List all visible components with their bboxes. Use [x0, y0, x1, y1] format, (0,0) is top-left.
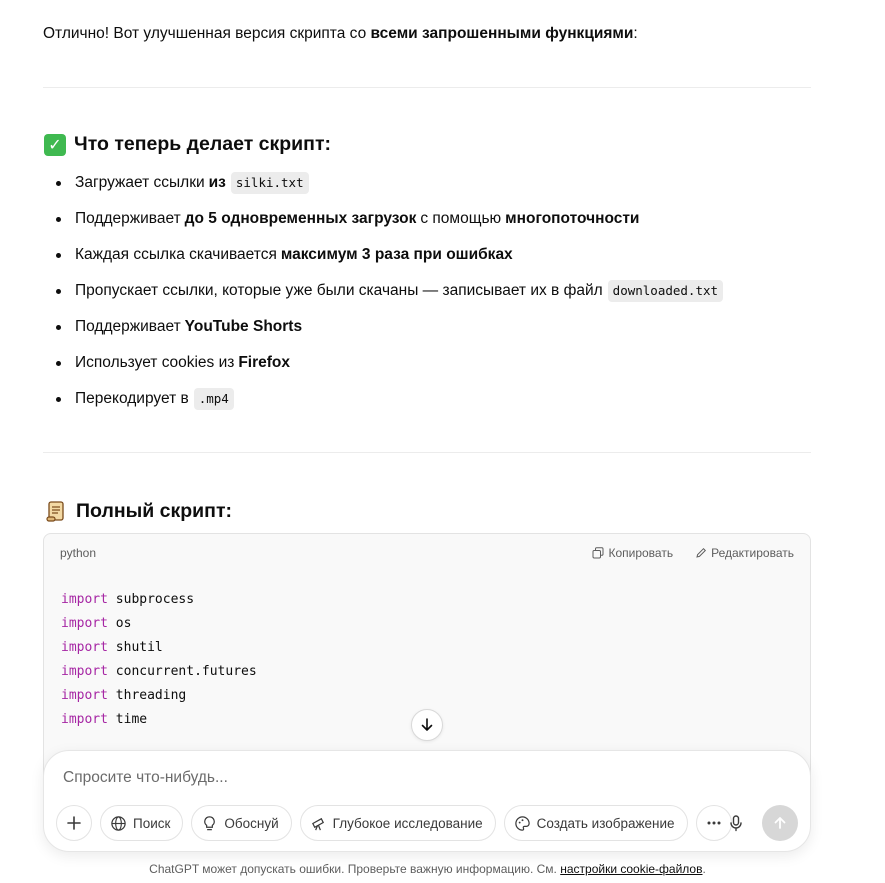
inline-code: silki.txt: [231, 172, 309, 194]
copy-button[interactable]: Копировать: [592, 546, 673, 560]
deep-research-button[interactable]: Глубокое исследование: [300, 805, 496, 841]
features-list: [43, 171, 723, 423]
edit-button[interactable]: Редактировать: [695, 546, 794, 560]
send-button[interactable]: [762, 805, 798, 841]
lightbulb-icon: [201, 815, 218, 832]
section-title: Что теперь делает скрипт:: [74, 133, 331, 155]
code-line: import threading: [61, 688, 187, 703]
code-line: import concurrent.futures: [61, 664, 257, 679]
code-line: import time: [61, 712, 148, 727]
code-language: python: [60, 546, 97, 560]
scroll-icon: [44, 499, 68, 523]
code-content: [44, 572, 810, 732]
plus-icon: [65, 814, 83, 832]
list-item: Перекодирует в .mp4: [43, 387, 723, 423]
telescope-icon: [310, 815, 327, 832]
scroll-to-bottom-button[interactable]: [411, 709, 443, 741]
intro-colon: :: [633, 25, 638, 42]
search-button[interactable]: Поиск: [100, 805, 183, 841]
dictate-button[interactable]: [718, 805, 754, 841]
inline-code: .mp4: [194, 388, 234, 410]
list-item: Поддерживает до 5 одновременных загрузок с помощью многопоточности: [43, 207, 723, 243]
section-heading-script: [44, 499, 232, 523]
palette-icon: [514, 815, 531, 832]
pencil-icon: [695, 547, 707, 559]
code-line: import subprocess: [61, 592, 195, 607]
create-image-button[interactable]: Создать изображение: [504, 805, 688, 841]
reason-button[interactable]: Обоснуй: [191, 805, 291, 841]
code-line: import os: [61, 616, 132, 631]
code-line: import shutil: [61, 640, 163, 655]
cookie-settings-link[interactable]: настройки cookie-файлов: [560, 862, 703, 876]
arrow-up-icon: [772, 815, 788, 831]
assistant-intro: [43, 22, 811, 46]
composer: [43, 750, 811, 852]
divider: [43, 452, 811, 453]
section-title: Полный скрипт:: [76, 499, 232, 522]
disclaimer-footer: ChatGPT может допускать ошибки. Проверьте важную информацию. См. настройки cookie-файлов.: [149, 862, 706, 876]
list-item: Каждая ссылка скачивается максимум 3 раза при ошибках: [43, 243, 723, 279]
divider: [43, 87, 811, 88]
inline-code: downloaded.txt: [608, 280, 723, 302]
code-header: [44, 534, 810, 572]
list-item: Загружает ссылки из silki.txt: [43, 171, 723, 207]
list-item: Поддерживает YouTube Shorts: [43, 315, 723, 351]
intro-bold: всеми запрошенными функциями: [370, 25, 634, 42]
globe-icon: [110, 815, 127, 832]
add-button[interactable]: [56, 805, 92, 841]
arrow-down-icon: [419, 717, 435, 733]
section-heading-features: [44, 133, 331, 156]
microphone-icon: [727, 814, 745, 832]
list-item: Использует cookies из Firefox: [43, 351, 723, 387]
copy-icon: [592, 547, 604, 559]
prompt-input[interactable]: Спросите что-нибудь...: [63, 769, 228, 786]
intro-text: Отлично! Вот улучшенная версия скрипта со: [43, 25, 367, 42]
list-item: Пропускает ссылки, которые уже были скачаны — записывает их в файл downloaded.txt: [43, 279, 723, 315]
check-mark-icon: ✓: [44, 134, 66, 156]
